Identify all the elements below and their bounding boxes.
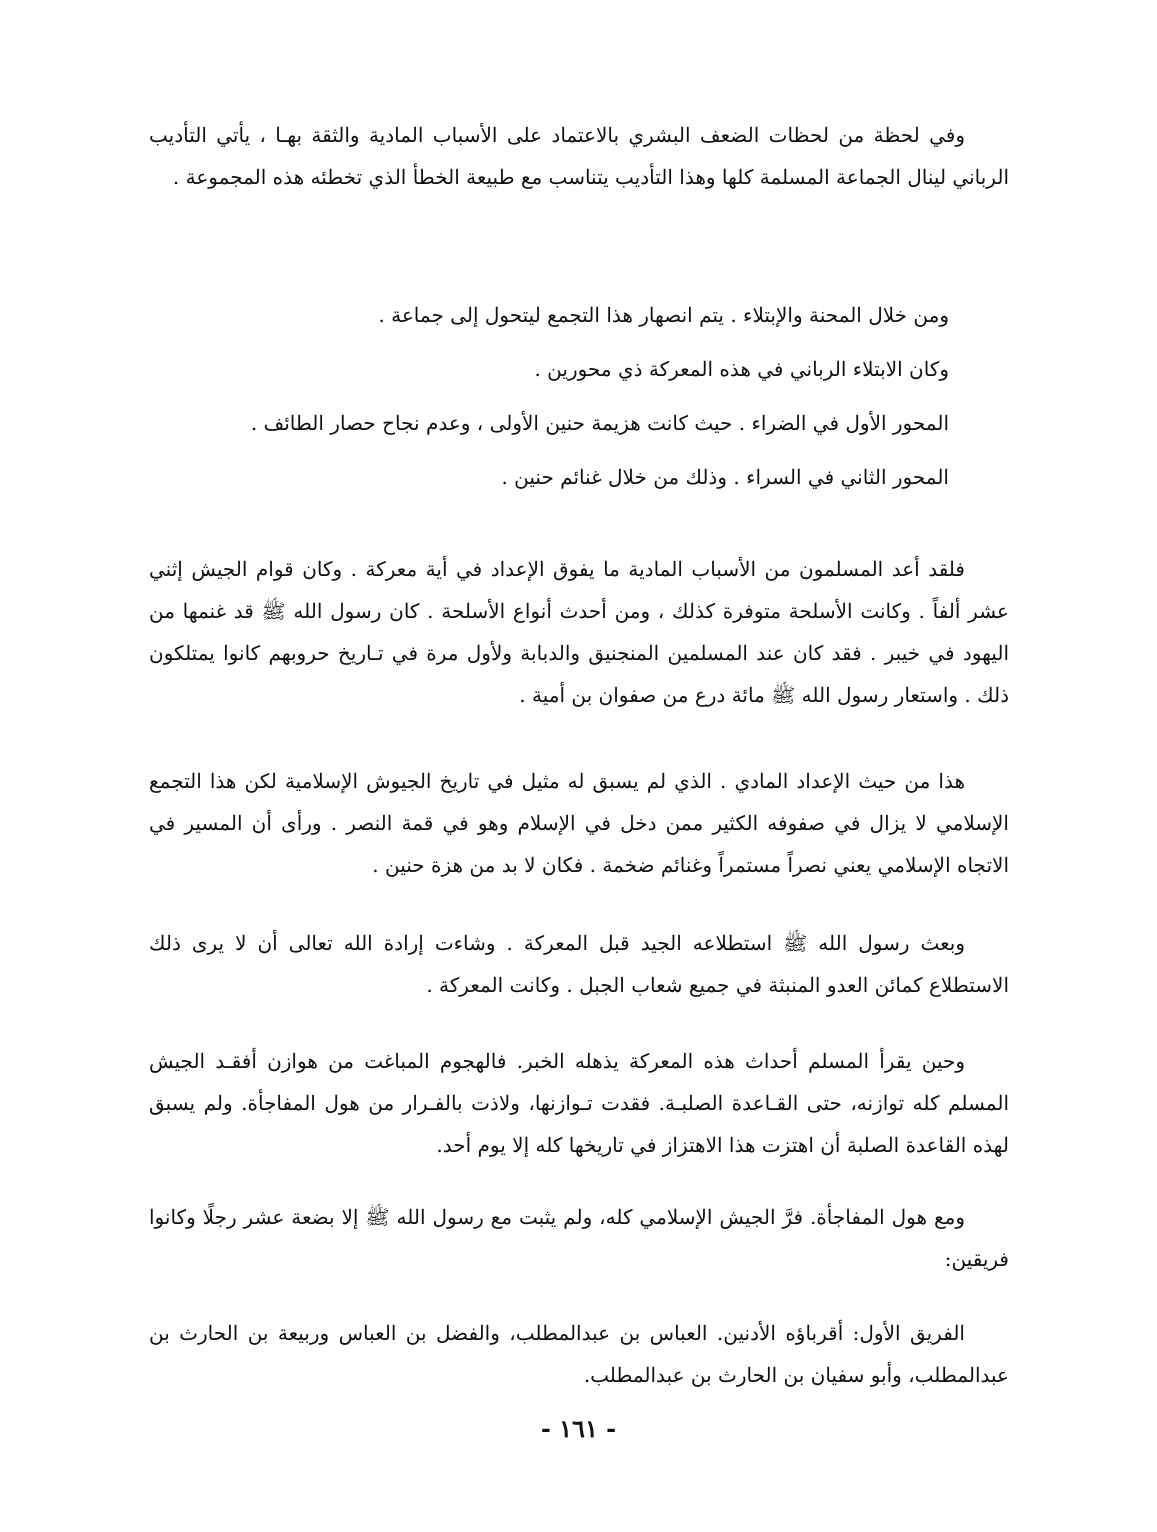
paragraph-trial-line-2: وكان الابتلاء الرباني في هذه المعركة ذي محورين . (534, 357, 949, 381)
paragraph-block-4 (149, 760, 1009, 886)
paragraph-trial-line-4: المحور الثاني في السراء . وذلك من خلال غنائم حنين . (501, 465, 949, 489)
paragraph-block-7 (149, 1196, 1009, 1280)
page-number: - ١٦١ - (540, 1414, 617, 1443)
paragraph-block-3 (149, 548, 1009, 716)
paragraph-first-group: الفريق الأول: أقرباؤه الأدنين. العباس بن عبدالمطلب، والفضل بن العباس وربيعة بن الحارث بن عبدالمطلب، وأبو سفيان بن الحارث بن عبدالمطلب. (149, 1321, 1009, 1387)
paragraph-block-2 (149, 288, 1009, 504)
paragraph-army-fled: ومع هول المفاجأة. فرَّ الجيش الإسلامي كله، ولم يثبت مع رسول الله ﷺ إلا بضعة عشر رجلًا وكانوا فريقين: (149, 1205, 1009, 1271)
paragraph-trial-line-1: ومن خلال المحنة والإبتلاء . يتم انصهار هذا التجمع ليتحول إلى جماعة . (378, 303, 949, 327)
paragraph-surprise-attack: وحين يقرأ المسلم أحداث هذه المعركة يذهله الخبر. فالهجوم المباغت من هوازن أفقـد الجيش المسلم كله توازنه، حتى القـاعدة الصلبـة. فقدت تـوازنها، ولاذت بالفـرار من هول المفاجأة. ولم يسبق لهذه القاعدة الصلبة أن اهتزت هذا الاهتزاز في تاريخها كله إلا يوم أحد. (149, 1049, 1009, 1157)
paragraph-block-5 (149, 922, 1009, 1006)
paragraph-divine-discipline: وفي لحظة من لحظات الضعف البشري بالاعتماد على الأسباب المادية والثقة بهـا ، يأتي التأديب الرباني لينال الجماعة المسلمة كلها وهذا التأديب يتناسب مع طبيعة الخطأ الذي تخطئه هذه المجموعة . (149, 123, 1009, 189)
paragraph-trial-line-3: المحور الأول في الضراء . حيث كانت هزيمة حنين الأولى ، وعدم نجاح حصار الطائف . (250, 411, 949, 435)
paragraph-block-8 (149, 1312, 1009, 1396)
paragraph-reconnaissance: وبعث رسول الله ﷺ استطلاعه الجيد قبل المعركة . وشاءت إرادة الله تعالى أن لا يرى ذلك الاستطلاع كمائن العدو المنبثة في جميع شعاب الجبل . وكانت المعركة . (149, 931, 1009, 997)
paragraph-material-preparation: فلقد أعد المسلمون من الأسباب المادية ما يفوق الإعداد في أية معركة . وكان قوام الجيش إثني عشر ألفاً . وكانت الأسلحة متوفرة كذلك ، ومن أحدث أنواع الأسلحة . كان رسول الله ﷺ قد غنمها من اليهود في خيبر . فقد كان عند المسلمين المنجنيق والدبابة ولأول مرة في تـاريخ حروبهم كانوا يمتلكون ذلك . واستعار رسول الله ﷺ مائة درع من صفوان بن أمية . (149, 557, 1009, 707)
paragraph-unprecedented-preparation: هذا من حيث الإعداد المادي . الذي لم يسبق له مثيل في تاريخ الجيوش الإسلامية لكن هذا التجمع الإسلامي لا يزال في صفوفه الكثير ممن دخل في الإسلام وهو في قمة النصر . ورأى أن المسير في الاتجاه الإسلامي يعني نصراً مستمراً وغنائم ضخمة . فكان لا بد من هزة حنين . (149, 769, 1009, 877)
paragraph-block-1 (149, 114, 1009, 198)
paragraph-block-6 (149, 1040, 1009, 1166)
